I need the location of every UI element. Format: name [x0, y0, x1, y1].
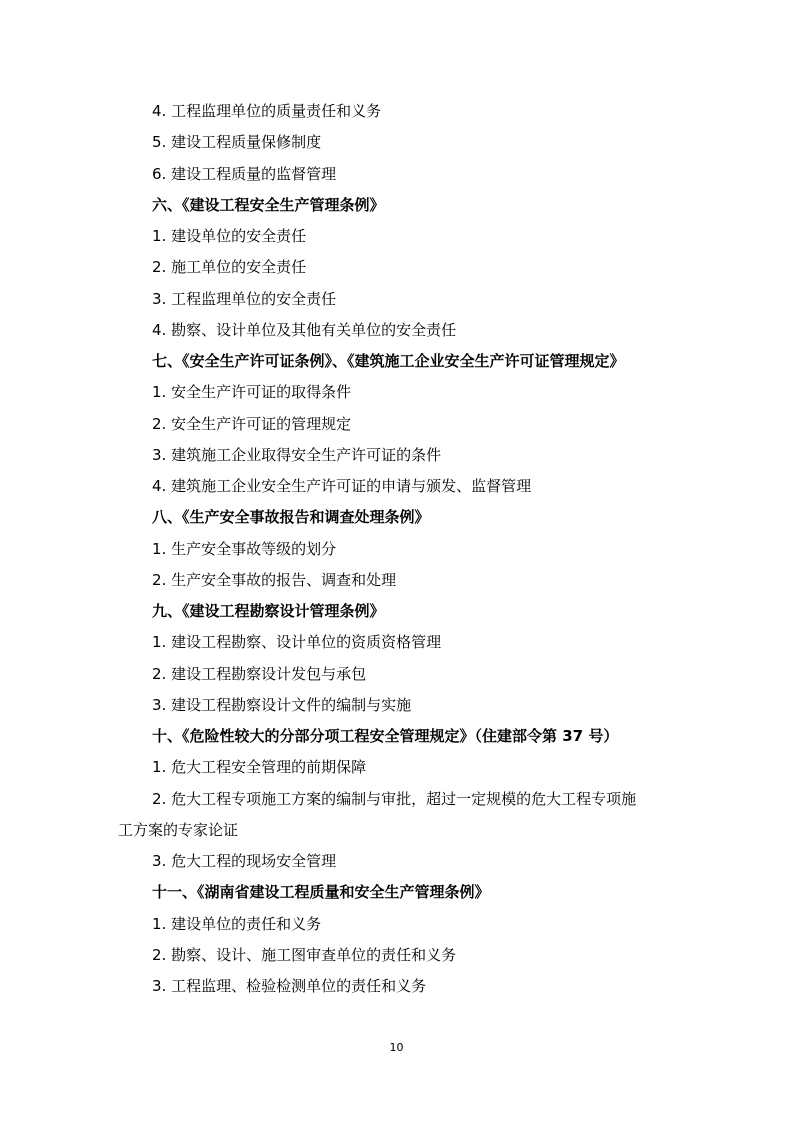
section-heading: 十、《危险性较大的分部分项工程安全管理规定》（住建部令第 37 号）: [152, 727, 619, 745]
list-item: 2. 施工单位的安全责任: [152, 258, 307, 276]
list-item: 4. 工程监理单位的质量责任和义务: [152, 102, 382, 120]
list-item: 2. 勘察、设计、施工图审查单位的责任和义务: [152, 946, 457, 964]
list-item: 4. 勘察、设计单位及其他有关单位的安全责任: [152, 321, 457, 339]
list-item: 5. 建设工程质量保修制度: [152, 133, 322, 151]
list-item: 1. 安全生产许可证的取得条件: [152, 383, 352, 401]
list-item: 4. 建筑施工企业安全生产许可证的申请与颁发、监督管理: [152, 477, 532, 495]
section-heading: 七、《安全生产许可证条例》、《建筑施工企业安全生产许可证管理规定》: [152, 352, 625, 370]
list-item-continuation: 工方案的专家论证: [118, 821, 239, 839]
list-item: 1. 建设单位的责任和义务: [152, 915, 322, 933]
list-item: 2. 建设工程勘察设计发包与承包: [152, 665, 367, 683]
list-item: 3. 工程监理、检验检测单位的责任和义务: [152, 977, 427, 995]
section-heading: 八、《生产安全事故报告和调查处理条例》: [152, 508, 430, 526]
section-heading: 六、《建设工程安全生产管理条例》: [152, 196, 385, 214]
section-heading: 十一、《湖南省建设工程质量和安全生产管理条例》: [152, 883, 490, 901]
list-item: 3. 建设工程勘察设计文件的编制与实施: [152, 696, 412, 714]
list-item: 2. 生产安全事故的报告、调查和处理: [152, 571, 397, 589]
list-item: 2. 危大工程专项施工方案的编制与审批，超过一定规模的危大工程专项施: [152, 790, 637, 808]
list-item: 3. 危大工程的现场安全管理: [152, 852, 337, 870]
page-number: 10: [389, 1041, 404, 1054]
list-item: 2. 安全生产许可证的管理规定: [152, 415, 352, 433]
list-item: 1. 建设工程勘察、设计单位的资质资格管理: [152, 633, 442, 651]
section-heading: 九、《建设工程勘察设计管理条例》: [152, 602, 385, 620]
list-item: 1. 危大工程安全管理的前期保障: [152, 758, 367, 776]
list-item: 1. 建设单位的安全责任: [152, 227, 307, 245]
list-item: 1. 生产安全事故等级的划分: [152, 540, 337, 558]
list-item: 3. 建筑施工企业取得安全生产许可证的条件: [152, 446, 442, 464]
list-item: 6. 建设工程质量的监督管理: [152, 165, 337, 183]
list-item: 3. 工程监理单位的安全责任: [152, 290, 337, 308]
